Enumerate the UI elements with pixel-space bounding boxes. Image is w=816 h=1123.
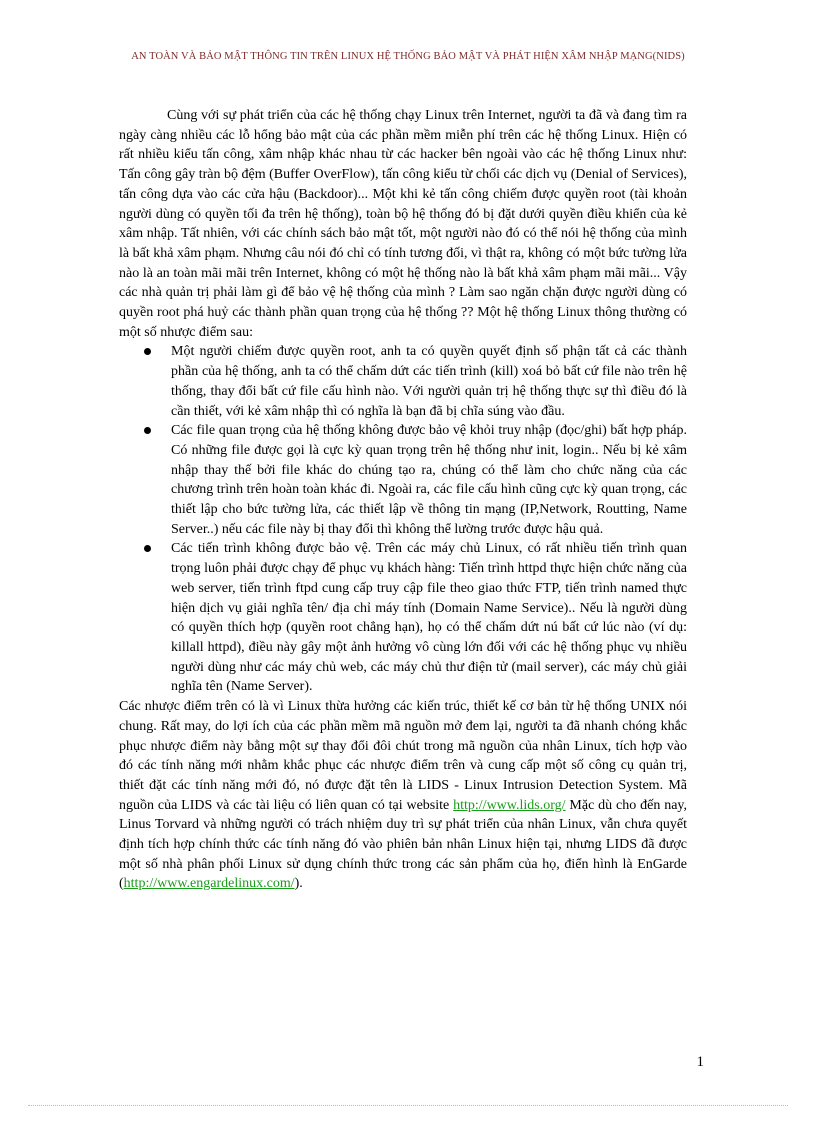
closing-text-1: Các nhược điểm trên có là vì Linux thừa hưởng các kiến trúc, thiết kế cơ bản từ hệ thống UNIX nói chung. Rất may, do lợi ích của các phần mềm mã nguồn mở đem lại, người ta đã nhanh chóng khắc phục nhược điểm này bằng một sự thay đổi đôi chút trong mã nguồn của nhân Linux, tích hợp vào đó các tính năng mới nhằm khắc phục các nhược điểm trên và cung cấp một số công cụ quản trị, thiết đặt các tính năng mới đó, nó được đặt tên là LIDS - Linux Intrusion Detection System. Mã nguồn của LIDS và các tài liệu có liên quan có tại website: [119, 699, 687, 813]
list-item-text: Các file quan trọng của hệ thống không được bảo vệ khỏi truy nhập (đọc/ghi) bất hợp pháp. Có những file được gọi là cực kỳ quan trọng trên hệ thống như init, login.. Nếu bị kẻ xâm nhập thay thế bởi file khác do chúng tạo ra, chúng có thể làm cho chức năng của các chương trình trên hoàn toàn khác đi. Ngoài ra, các file cấu hình cũng cực kỳ quan trọng, các thiết lập cho bức tường lửa, các thiết lập về thông tin mạng (IP,Network, Routting, Name Server..) nếu các file này bị thay đổi thì không thể lường trước được hậu quả.: [171, 423, 687, 537]
list-item: [119, 342, 687, 421]
closing-text-2: Mặc dù cho đến nay, Linus Torvard và những người có trách nhiệm duy trì sự phát triển của nhân Linux, vẫn chưa quyết định tích hợp chính thức các tính năng đó vào phiên bản nhân Linux hiện tại, nhưng LIDS đã được một số nhà phân phối Linux sử dụng chính thức trong các sản phẩm của họ, điển hình là EnGarde (: [119, 797, 688, 892]
list-item: [119, 539, 687, 697]
lids-website-link[interactable]: http://www.lids.org/: [453, 797, 566, 813]
list-item-text: Các tiến trình không được bảo vệ. Trên các máy chủ Linux, có rất nhiều tiến trình quan trọng luôn phải được chạy để phục vụ khách hàng: Tiến trình httpd thực hiện chức năng của web server, tiến trình ftpd cung cấp truy cập file theo giao thức FTP, tiến trình named thực hiện dịch vụ giải nghĩa tên/ địa chỉ máy tính (Domain Name Service).. Nếu là người dùng có quyền thích hợp (quyền root chẳng hạn), họ có thể chấm dứt nú bất cứ lúc nào (ví dụ: killall httpd), điều này gây một ảnh hưởng vô cùng lớn đối với các hệ thống phục vụ nhiều người dùng như các máy chủ web, các máy chủ thư điện tử (mail server), các máy chủ giải nghĩa tên (Name Server).: [171, 541, 687, 695]
list-item-text: Một người chiếm được quyền root, anh ta có quyền quyết định số phận tất cả các thành phần của hệ thống, anh ta có thể chấm dứt các tiến trình (kill) xoá bỏ bất cứ file nào trên hệ thống, thay đổi bất cứ file cấu hình nào. Với người quản trị hệ thống thực sự thì điều đó là cần thiết, với kẻ xâm nhập thì có nghĩa là bạn đã bị chĩa súng vào đầu.: [171, 344, 687, 419]
bullet-icon: [144, 348, 151, 355]
engarde-website-link[interactable]: http://www.engardelinux.com/: [123, 876, 295, 892]
closing-paragraph: [119, 697, 687, 894]
weakness-list: [119, 342, 687, 697]
bullet-icon: [144, 427, 151, 434]
closing-text-3: ).: [294, 876, 303, 892]
document-body: [119, 106, 687, 894]
bullet-icon: [144, 545, 151, 552]
list-item: [119, 421, 687, 539]
running-header: AN TOÀN VÀ BẢO MẬT THÔNG TIN TRÊN LINUX HỆ THỐNG BẢO MẬT VÀ PHÁT HIỆN XÂM NHẬP MẠNG(NIDS): [131, 51, 685, 62]
page-number: 1: [696, 1054, 704, 1070]
intro-paragraph: Cùng với sự phát triển của các hệ thống chạy Linux trên Internet, người ta đã và đang tìm ra ngày càng nhiều các lỗ hổng bảo mật của các phần mềm miễn phí trên các hệ thống Linux. Hiện có rất nhiều kiểu tấn công, xâm nhập khác nhau từ các hacker bên ngoài vào các hệ thống Linux như: Tấn công gây tràn bộ đệm (Buffer OverFlow), tấn công kiểu từ chối các dịch vụ (Denial of Services), tấn công dựa vào các cửa hậu (Backdoor)... Một khi kẻ tấn công chiếm được quyền root (tài khoản người dùng có quyền tối đa trên hệ thống), toàn bộ hệ thống đó bị đặt dưới quyền điều khiển của kẻ xâm nhập. Tất nhiên, với các chính sách bảo mật tốt, một người nào đó có thể nói hệ thống của mình là bất khả xâm phạm. Nhưng câu nói đó chỉ có tính tương đối, vì thật ra, không có một bức tường lửa nào là an toàn mãi mãi trên Internet, không có một hệ thống nào là bất khả xâm phạm mãi mãi... Vậy các nhà quản trị phải làm gì để bảo vệ hệ thống của mình ? Làm sao ngăn chặn được người dùng có quyền root phá huỷ các thành phần quan trọng của hệ thống ?? Một hệ thống Linux thông thường có một số nhược điểm sau:: [119, 108, 687, 340]
